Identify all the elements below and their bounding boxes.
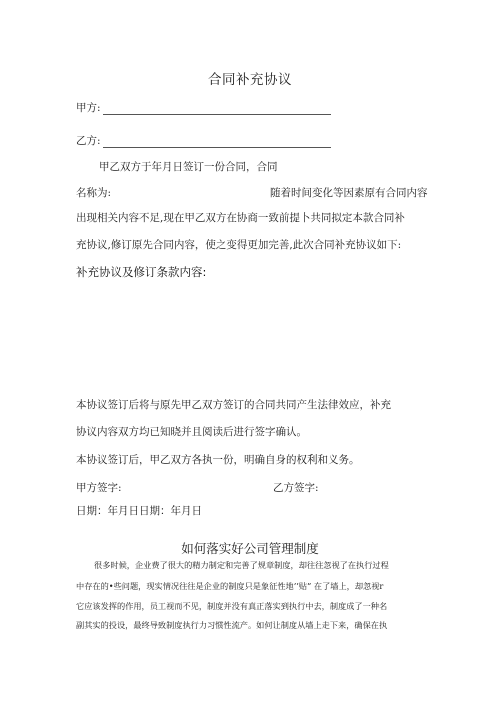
article-line-1: 很多时候，企业费了很大的精力制定和完善了规章制度，却往往忽视了在执行过程	[94, 560, 389, 570]
article-line-2: 中存在的•些问题，现实情况往往是企业的制度只是象征性地’’贴” 在了墙上，却忽视r	[76, 581, 384, 591]
party-b-label: 乙方:	[76, 135, 101, 147]
intro-line-3: 出现相关内容不足,现在甲乙双方在协商一致前提卜共同拟定本款合同补	[76, 212, 405, 224]
article-line-4: 副其实的投设，最终导致制度执行力习惯性流产。如何让制度从墙上走下来，确保在执	[76, 620, 388, 630]
effect-line-1: 本协议签订后将与原先甲乙双方签订的合同共同产生法律效应，补充	[76, 399, 391, 411]
party-b-blank-line	[103, 147, 331, 148]
party-b-signature-label: 乙方签字:	[273, 482, 319, 494]
party-a-signature-label: 甲方签字:	[76, 482, 122, 494]
party-a-label: 甲方:	[76, 102, 101, 114]
intro-line-4: 充协议,修订原先合同内容，使之变得更加完善,此次合同补充协议如下:	[76, 239, 402, 251]
section-heading: 补充协议及修订条款内容:	[76, 265, 207, 279]
article-line-3: 它应该发挥的作用，员工视而不见，制度并没有真正落实到执行中去，制度成了一种名	[76, 601, 388, 611]
intro-line-1: 甲乙双方于年月日签订一份合同，合同	[99, 161, 278, 173]
date-line: 日期：年月日日期：年月日	[76, 505, 202, 517]
intro-line-2-left: 名称为:	[76, 187, 112, 199]
article-title: 如何落实好公司管理制度	[181, 541, 319, 556]
party-a-blank-line	[103, 114, 331, 115]
document-title: 合同补充协议	[208, 72, 292, 88]
copies-line: 本协议签订后，甲乙双方各执一份，明确自身的权利和义务。	[76, 454, 360, 466]
intro-line-2-right: 随着时间变化等因素原有合同内容	[270, 187, 428, 199]
effect-line-2: 协议内容双方均已知晓并且阅读后进行签字确认。	[76, 426, 307, 438]
